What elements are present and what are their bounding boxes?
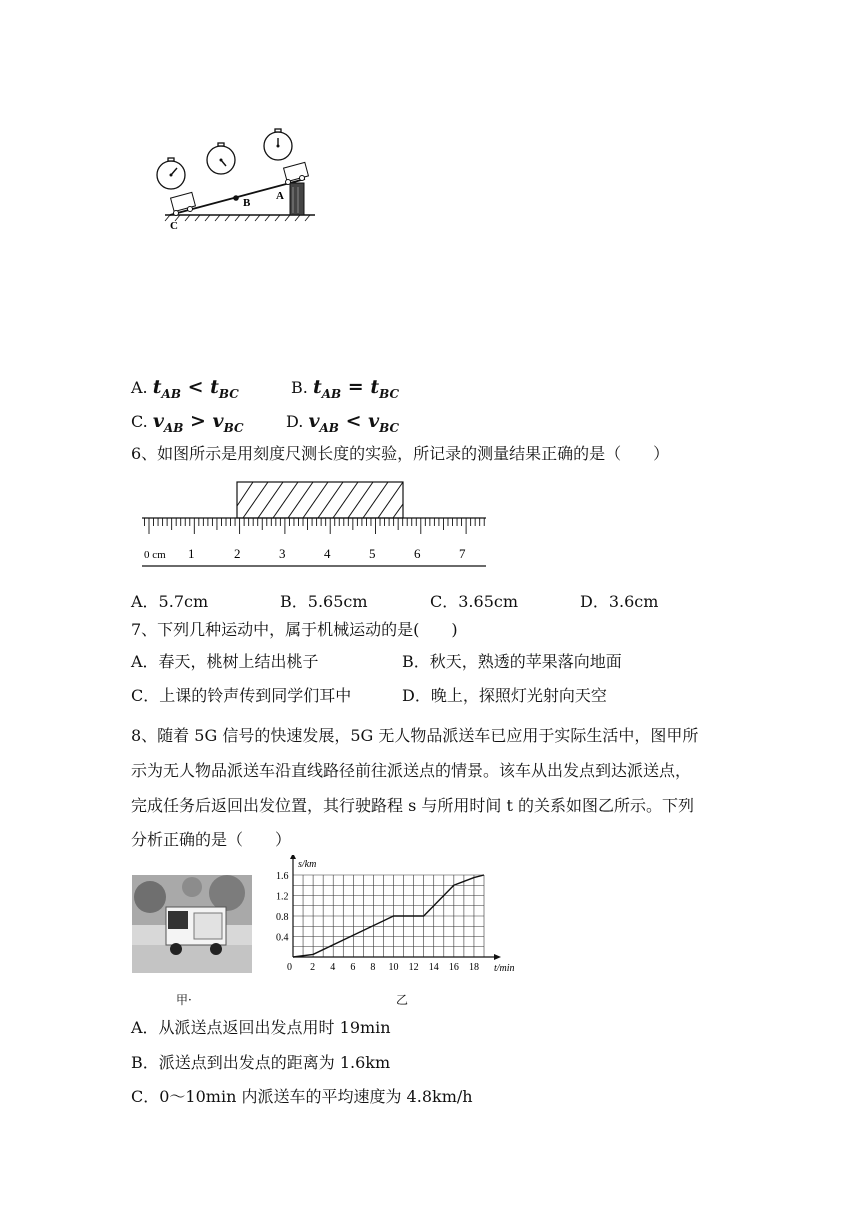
ruler-label-6: 6	[414, 546, 421, 561]
y-tick-label: 0.4	[276, 932, 289, 944]
q6-question: 6、如图所示是用刻度尺测长度的实验，所记录的测量结果正确的是（ ）	[131, 444, 670, 463]
q7-option-a: A．春天，桃树上结出桃子	[131, 652, 319, 671]
graph-caption: 乙	[396, 993, 409, 1007]
q8-option-b: B．派送点到出发点的距离为 1.6km	[131, 1053, 391, 1072]
y-tick-label: 1.6	[276, 871, 289, 882]
label-c: C	[170, 220, 178, 232]
x-axis-label: t/min	[494, 963, 515, 974]
ruler-label-5: 5	[369, 546, 376, 561]
q7-option-d: D．晚上，探照灯光射向天空	[402, 686, 607, 705]
photo-caption: 甲·	[176, 993, 192, 1007]
x-tick-label: 8	[370, 962, 376, 973]
x-tick-label: 16	[448, 962, 459, 973]
ruler-label-1: 1	[188, 546, 195, 561]
x-tick-label: 2	[310, 962, 316, 973]
label-b: B	[243, 197, 251, 209]
ruler-label-0: 0 cm	[144, 549, 166, 561]
q7-option-b: B．秋天，熟透的苹果落向地面	[402, 652, 622, 671]
q8-question-line-2: 示为无人物品派送车沿直线路径前往派送点的情景。该车从出发点到达派送点，	[131, 761, 692, 780]
q7-option-c: C．上课的铃声传到同学们耳中	[131, 686, 352, 705]
x-tick-label: 4	[330, 962, 336, 973]
y-tick-label: 0.8	[276, 912, 289, 923]
q6-option-b: B．5.65cm	[280, 592, 368, 611]
x-tick-label: 18	[468, 962, 479, 973]
x-tick-label: 6	[350, 962, 356, 973]
y-tick-label: 1.2	[276, 891, 289, 903]
q6-option-a: A．5.7cm	[131, 592, 209, 611]
q5-option-a: A. $t_{AB} < t_{BC}$	[131, 376, 239, 401]
x-tick-label: 12	[408, 962, 419, 973]
x-tick-label: 10	[388, 962, 399, 973]
q5-option-c: C. $v_{AB} > v_{BC}$	[131, 410, 244, 435]
x-tick-label: 0	[287, 962, 292, 973]
ruler-figure	[138, 478, 490, 570]
q6-option-d: D．3.6cm	[580, 592, 659, 611]
ruler-label-4: 4	[324, 546, 331, 561]
st-graph	[272, 855, 522, 977]
q8-option-a: A．从派送点返回出发点用时 19min	[131, 1018, 391, 1037]
ruler-label-2: 2	[234, 546, 241, 561]
q8-question-line-4: 分析正确的是（ ）	[131, 830, 292, 849]
q8-option-c: C．0～10min 内派送车的平均速度为 4.8km/h	[131, 1087, 473, 1106]
ruler-label-7: 7	[459, 546, 466, 561]
label-a: A	[276, 190, 284, 202]
y-axis-label: s/km	[298, 859, 317, 870]
q5-option-b: B. $t_{AB} = t_{BC}$	[291, 376, 400, 401]
incline-figure	[150, 125, 320, 235]
q7-question: 7、下列几种运动中，属于机械运动的是( )	[131, 620, 458, 639]
ruler-label-3: 3	[279, 546, 286, 561]
x-tick-label: 14	[428, 962, 439, 973]
q8-question-line-3: 完成任务后返回出发位置，其行驶路程 s 与所用时间 t 的关系如图乙所示。下列	[131, 796, 694, 815]
delivery-vehicle-photo	[132, 875, 252, 973]
q8-question-line-1: 8、随着 5G 信号的快速发展，5G 无人物品派送车已应用于实际生活中，图甲所	[131, 726, 699, 745]
q5-option-d: D. $v_{AB} < v_{BC}$	[286, 410, 400, 435]
q6-option-c: C．3.65cm	[430, 592, 519, 611]
